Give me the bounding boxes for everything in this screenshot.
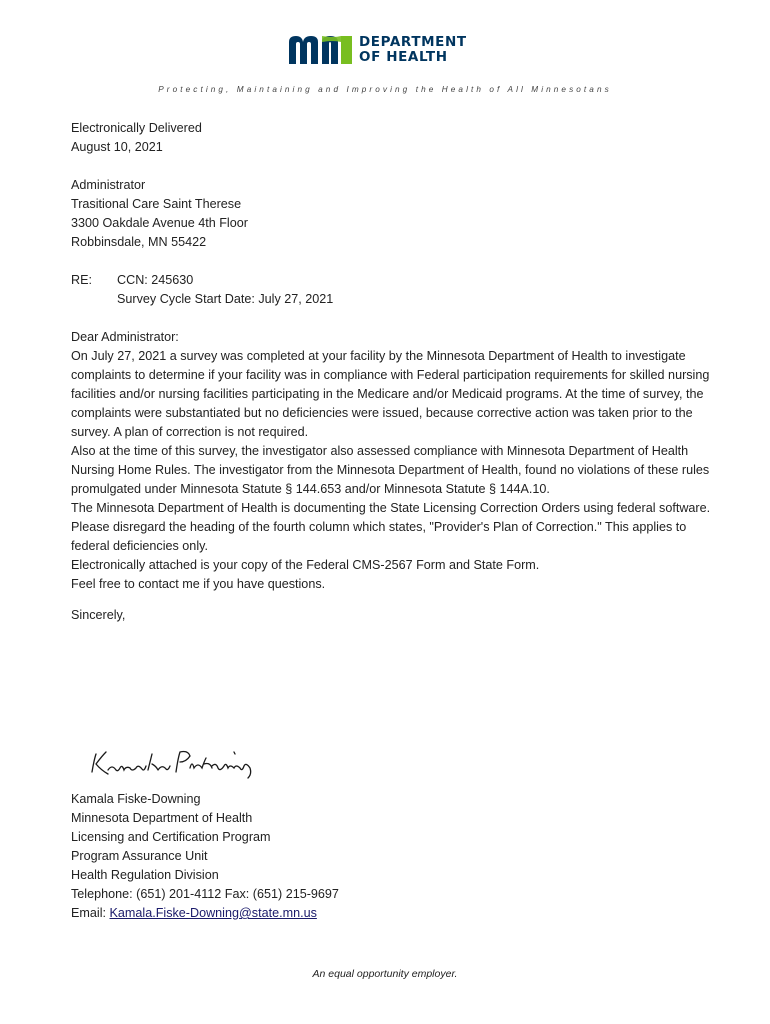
re-ccn: CCN: 245630 bbox=[117, 273, 194, 287]
signer-org: Minnesota Department of Health bbox=[71, 811, 253, 825]
paragraph-5: Feel free to contact me if you have questions. bbox=[71, 577, 326, 591]
recipient-address: 3300 Oakdale Avenue 4th Floor bbox=[71, 216, 248, 230]
mn-logo-icon bbox=[289, 34, 355, 68]
logo-line-1: DEPARTMENT bbox=[359, 34, 467, 50]
email-link[interactable]: Kamala.Fiske-Downing@state.mn.us bbox=[109, 906, 317, 920]
signer-block bbox=[71, 790, 711, 923]
letter-date: August 10, 2021 bbox=[71, 140, 163, 154]
signer-name: Kamala Fiske-Downing bbox=[71, 792, 201, 806]
signer-phone: Telephone: (651) 201-4112 Fax: (651) 215-9697 bbox=[71, 887, 339, 901]
signer-unit: Program Assurance Unit bbox=[71, 849, 208, 863]
recipient-name: Trasitional Care Saint Therese bbox=[71, 197, 242, 211]
closing: Sincerely, bbox=[71, 608, 126, 622]
signer-program: Licensing and Certification Program bbox=[71, 830, 271, 844]
re-block bbox=[71, 271, 711, 309]
signer-email-line bbox=[71, 904, 711, 923]
mdh-logo bbox=[289, 34, 481, 68]
delivery-method: Electronically Delivered bbox=[71, 121, 202, 135]
paragraph-3: The Minnesota Department of Health is documenting the State Licensing Correction Orders using federal software. Please disregard the heading of the fourth column which states, "Provider's Plan of Correction." This applies to federal deficiencies only. bbox=[71, 501, 711, 553]
logo-wordmark bbox=[359, 35, 467, 65]
email-label: Email: bbox=[71, 906, 110, 920]
tagline: Protecting, Maintaining and Improving the Health of All Minnesotans bbox=[158, 85, 612, 94]
letter-body bbox=[71, 119, 711, 625]
signer-division: Health Regulation Division bbox=[71, 868, 219, 882]
paragraph-4: Electronically attached is your copy of the Federal CMS-2567 Form and State Form. bbox=[71, 558, 540, 572]
handwritten-signature bbox=[86, 742, 266, 782]
recipient-city: Robbinsdale, MN 55422 bbox=[71, 235, 207, 249]
footer-note: An equal opportunity employer. bbox=[312, 968, 458, 980]
recipient-title: Administrator bbox=[71, 178, 146, 192]
logo-line-2: OF HEALTH bbox=[359, 49, 448, 65]
re-label: RE: bbox=[71, 273, 92, 287]
paragraph-1: On July 27, 2021 a survey was completed at your facility by the Minnesota Department of Health to investigate complaints to determine if your facility was in compliance with Federal participation requirements for skilled nursing facilities and/or nursing facilities participating in the Medicare and/or Medicaid programs. At the time of survey, the complaints were substantiated but no deficiencies were issued, because corrective action was taken prior to the survey. A plan of correction is not required. bbox=[71, 349, 710, 439]
paragraph-2: Also at the time of this survey, the investigator also assessed compliance with Minnesota Department of Health Nursing Home Rules. The investigator from the Minnesota Department of Health, found no violations of these rules promulgated under Minnesota Statute § 144.653 and/or Minnesota Statute § 144A.10. bbox=[71, 444, 710, 496]
salutation: Dear Administrator: bbox=[71, 330, 179, 344]
re-survey-date: Survey Cycle Start Date: July 27, 2021 bbox=[117, 292, 334, 306]
